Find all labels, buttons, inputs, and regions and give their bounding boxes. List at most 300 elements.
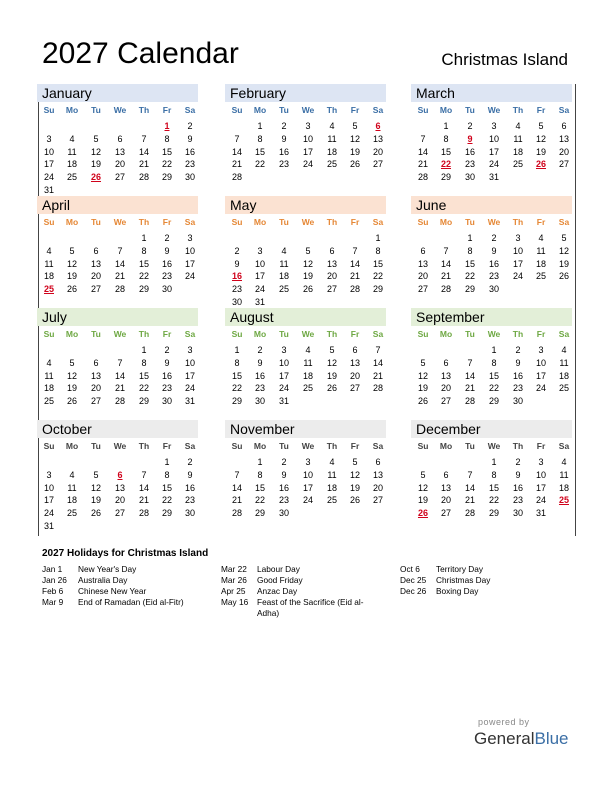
weekday-label: Th xyxy=(326,105,338,115)
day-cell: 1 xyxy=(467,233,473,243)
day-cell: 8 xyxy=(164,133,170,144)
holiday-name: New Year's Day xyxy=(78,564,137,574)
holiday-item xyxy=(42,586,212,597)
day-cell: 18 xyxy=(512,146,523,157)
day-cell: 9 xyxy=(164,245,170,256)
day-cell: 15 xyxy=(254,146,265,157)
day-cell: 7 xyxy=(141,469,147,480)
day-cell: 12 xyxy=(66,258,77,269)
day-cell: 19 xyxy=(326,370,337,381)
day-cell: 4 xyxy=(69,469,75,480)
day-cell: 8 xyxy=(375,245,381,256)
day-cell: 12 xyxy=(90,146,101,157)
day-cell: 19 xyxy=(558,258,569,269)
day-cell: 24 xyxy=(278,383,289,394)
weekday-label: Tu xyxy=(465,105,475,115)
day-cell: 17 xyxy=(184,258,195,269)
day-cell: 17 xyxy=(535,370,546,381)
weekday-label: Th xyxy=(512,329,524,339)
day-cell: 28 xyxy=(349,284,360,295)
weekday-label: Fr xyxy=(350,441,360,451)
day-cell: 18 xyxy=(43,271,54,282)
day-cell: 21 xyxy=(372,370,383,381)
day-cell: 7 xyxy=(117,357,123,368)
day-cell: 20 xyxy=(114,495,125,506)
day-cell: 8 xyxy=(467,245,473,256)
weekday-label: Tu xyxy=(91,105,101,115)
day-cell: 1 xyxy=(491,345,497,355)
day-cell: 2 xyxy=(515,457,521,467)
weekday-label: Th xyxy=(326,329,338,339)
day-cell: 15 xyxy=(161,146,172,157)
day-cell: 5 xyxy=(69,245,75,256)
day-cell: 6 xyxy=(443,357,449,368)
day-cell: 6 xyxy=(561,121,567,131)
day-cell: 3 xyxy=(46,133,52,144)
day-cell: 27 xyxy=(349,383,360,394)
day-cell: 1 xyxy=(164,457,170,467)
day-cell: 9 xyxy=(281,133,287,144)
day-cell: 25 xyxy=(326,159,337,170)
day-cell: 16 xyxy=(488,258,499,269)
weekday-label: Mo xyxy=(65,329,79,339)
day-cell: 28 xyxy=(440,284,451,295)
weekday-label: Tu xyxy=(465,329,475,339)
day-cell: 29 xyxy=(488,396,499,407)
day-cell: 18 xyxy=(278,271,289,282)
holiday-column xyxy=(42,564,212,608)
holiday-date-label: Dec 26 xyxy=(400,586,427,596)
weekday-label: Su xyxy=(231,217,243,227)
day-cell: 21 xyxy=(464,383,475,394)
holiday-date: 6 xyxy=(375,121,381,131)
day-cell: 29 xyxy=(161,508,172,519)
day-cell: 5 xyxy=(352,121,358,131)
weekday-label: Su xyxy=(43,441,55,451)
weekday-label: Mo xyxy=(65,105,79,115)
day-cell: 19 xyxy=(66,271,77,282)
day-cell: 17 xyxy=(302,146,313,157)
day-cell: 3 xyxy=(305,457,311,467)
day-cell: 30 xyxy=(512,508,523,519)
day-cell: 27 xyxy=(440,508,451,519)
month-july xyxy=(39,308,198,416)
weekday-label: We xyxy=(487,217,501,227)
holiday-name: Territory Day xyxy=(436,564,484,574)
day-cell: 10 xyxy=(488,133,499,144)
day-cell: 31 xyxy=(278,396,289,407)
day-cell: 16 xyxy=(512,482,523,493)
day-cell: 5 xyxy=(420,469,426,480)
day-cell: 6 xyxy=(443,469,449,480)
day-cell: 12 xyxy=(302,258,313,269)
day-cell: 22 xyxy=(372,271,383,282)
day-cell: 5 xyxy=(93,133,99,144)
weekday-label: Fr xyxy=(350,217,360,227)
day-cell: 4 xyxy=(538,233,544,243)
day-cell: 14 xyxy=(231,482,242,493)
day-cell: 13 xyxy=(440,482,451,493)
weekday-label: Su xyxy=(417,105,429,115)
day-cell: 30 xyxy=(184,172,195,183)
day-cell: 23 xyxy=(464,159,475,170)
day-cell: 31 xyxy=(184,396,195,407)
holiday-name: Anzac Day xyxy=(257,586,298,596)
day-cell: 12 xyxy=(66,370,77,381)
day-cell: 28 xyxy=(231,508,242,519)
day-cell: 3 xyxy=(187,345,193,355)
day-cell: 22 xyxy=(161,495,172,506)
day-cell: 18 xyxy=(558,482,569,493)
weekday-label: Su xyxy=(417,217,429,227)
month-may xyxy=(227,196,386,307)
weekday-label: Sa xyxy=(184,441,196,451)
month-name: August xyxy=(230,309,274,325)
weekday-label: Su xyxy=(43,217,55,227)
weekday-label: Mo xyxy=(253,217,267,227)
month-name: July xyxy=(42,309,67,325)
day-cell: 28 xyxy=(464,508,475,519)
day-cell: 8 xyxy=(164,469,170,480)
day-cell: 13 xyxy=(372,469,383,480)
month-name: May xyxy=(230,197,257,213)
holiday-item xyxy=(42,597,212,608)
day-cell: 29 xyxy=(372,284,383,295)
day-cell: 5 xyxy=(352,457,358,467)
day-cell: 26 xyxy=(90,508,101,519)
day-cell: 16 xyxy=(184,482,195,493)
day-cell: 9 xyxy=(491,245,497,256)
day-cell: 27 xyxy=(326,284,337,295)
weekday-label: Th xyxy=(138,217,150,227)
holiday-date-label: Jan 26 xyxy=(42,575,67,585)
weekday-label: Mo xyxy=(65,441,79,451)
day-cell: 17 xyxy=(278,370,289,381)
month-name: January xyxy=(42,85,92,101)
holiday-name: Australia Day xyxy=(78,575,128,585)
day-cell: 24 xyxy=(302,159,313,170)
month-header xyxy=(225,308,386,326)
day-cell: 4 xyxy=(329,121,335,131)
weekday-label: Sa xyxy=(558,217,570,227)
month-header xyxy=(37,84,198,102)
day-cell: 14 xyxy=(464,482,475,493)
month-header xyxy=(225,196,386,214)
weekday-label: We xyxy=(301,329,315,339)
day-cell: 12 xyxy=(535,133,546,144)
day-cell: 23 xyxy=(184,159,195,170)
weekday-label: Su xyxy=(43,105,55,115)
day-cell: 11 xyxy=(67,146,77,157)
day-cell: 19 xyxy=(535,146,546,157)
weekday-label: Th xyxy=(138,329,150,339)
weekday-label: Mo xyxy=(253,105,267,115)
holiday-item xyxy=(42,564,212,575)
day-cell: 23 xyxy=(278,159,289,170)
weekday-label: Th xyxy=(512,217,524,227)
weekday-label: Sa xyxy=(184,217,196,227)
day-cell: 1 xyxy=(257,121,263,131)
weekday-label: Tu xyxy=(91,441,101,451)
day-cell: 20 xyxy=(372,482,383,493)
month-name: November xyxy=(230,421,295,437)
day-cell: 2 xyxy=(164,345,170,355)
holiday-item xyxy=(400,586,570,597)
day-cell: 30 xyxy=(184,508,195,519)
calendar-grid xyxy=(38,84,576,536)
holiday-date: 22 xyxy=(440,159,451,170)
day-cell: 17 xyxy=(535,482,546,493)
day-cell: 22 xyxy=(488,495,499,506)
day-cell: 19 xyxy=(66,383,77,394)
weekday-label: Sa xyxy=(372,217,384,227)
day-cell: 26 xyxy=(349,159,360,170)
day-cell: 28 xyxy=(114,396,125,407)
month-february xyxy=(227,84,386,192)
day-cell: 20 xyxy=(326,271,337,282)
day-cell: 8 xyxy=(491,469,497,480)
day-cell: 9 xyxy=(187,469,193,480)
day-cell: 3 xyxy=(46,469,52,480)
day-cell: 16 xyxy=(512,370,523,381)
day-cell: 6 xyxy=(93,357,99,368)
weekday-label: Mo xyxy=(65,217,79,227)
country-name: Christmas Island xyxy=(441,50,568,69)
holiday-date: 16 xyxy=(231,271,242,282)
day-cell: 4 xyxy=(305,345,311,355)
weekday-label: Su xyxy=(231,329,243,339)
holiday-item xyxy=(42,575,212,586)
weekday-label: Th xyxy=(138,105,150,115)
weekday-label: Tu xyxy=(279,329,289,339)
holiday-date: 9 xyxy=(467,133,473,144)
day-cell: 18 xyxy=(535,258,546,269)
day-cell: 30 xyxy=(254,396,265,407)
day-cell: 19 xyxy=(417,495,428,506)
holiday-column xyxy=(221,564,391,619)
weekday-label: Su xyxy=(417,441,429,451)
day-cell: 3 xyxy=(257,245,263,256)
day-cell: 29 xyxy=(440,172,451,183)
weekday-label: Fr xyxy=(536,105,546,115)
day-cell: 2 xyxy=(281,457,287,467)
day-cell: 7 xyxy=(352,245,358,256)
day-cell: 10 xyxy=(184,245,195,256)
day-cell: 22 xyxy=(138,383,149,394)
day-cell: 2 xyxy=(515,345,521,355)
day-cell: 28 xyxy=(138,508,149,519)
month-name: March xyxy=(416,85,455,101)
day-cell: 12 xyxy=(349,469,360,480)
day-cell: 19 xyxy=(417,383,428,394)
holiday-name: Christmas Day xyxy=(436,575,491,585)
day-cell: 4 xyxy=(329,457,335,467)
holiday-date-label: Oct 6 xyxy=(400,564,420,574)
day-cell: 2 xyxy=(187,457,193,467)
day-cell: 24 xyxy=(535,495,546,506)
day-cell: 24 xyxy=(43,508,54,519)
day-cell: 1 xyxy=(491,457,497,467)
weekday-label: Fr xyxy=(162,105,172,115)
day-cell: 5 xyxy=(420,357,426,368)
day-cell: 7 xyxy=(141,133,147,144)
day-cell: 6 xyxy=(93,245,99,256)
month-september xyxy=(413,308,572,416)
day-cell: 2 xyxy=(281,121,287,131)
day-cell: 22 xyxy=(231,383,242,394)
day-cell: 18 xyxy=(326,146,337,157)
day-cell: 26 xyxy=(349,495,360,506)
day-cell: 1 xyxy=(257,457,263,467)
day-cell: 24 xyxy=(43,172,54,183)
day-cell: 18 xyxy=(43,383,54,394)
weekday-label: Th xyxy=(138,441,150,451)
day-cell: 2 xyxy=(164,233,170,243)
month-october xyxy=(39,420,198,531)
day-cell: 13 xyxy=(114,146,125,157)
generalblue-logo[interactable] xyxy=(474,729,569,749)
day-cell: 30 xyxy=(488,284,499,295)
day-cell: 23 xyxy=(231,284,242,295)
day-cell: 6 xyxy=(329,245,335,256)
day-cell: 20 xyxy=(90,383,101,394)
weekday-label: Tu xyxy=(279,217,289,227)
day-cell: 24 xyxy=(488,159,499,170)
day-cell: 19 xyxy=(349,146,360,157)
day-cell: 25 xyxy=(66,508,77,519)
day-cell: 25 xyxy=(278,284,289,295)
day-cell: 25 xyxy=(43,396,54,407)
weekday-label: We xyxy=(301,217,315,227)
day-cell: 26 xyxy=(66,396,77,407)
weekday-label: Fr xyxy=(536,441,546,451)
holiday-name: Good Friday xyxy=(257,575,303,585)
day-cell: 23 xyxy=(512,383,523,394)
day-cell: 3 xyxy=(491,121,497,131)
day-cell: 28 xyxy=(231,172,242,183)
day-cell: 8 xyxy=(443,133,449,144)
day-cell: 7 xyxy=(234,469,240,480)
page-title: 2027 Calendar xyxy=(42,37,239,70)
holiday-name: End of Ramadan (Eid al-Fitr) xyxy=(78,597,184,607)
weekday-label: Sa xyxy=(558,441,570,451)
day-cell: 12 xyxy=(558,245,569,256)
day-cell: 11 xyxy=(279,258,289,269)
holiday-name: Labour Day xyxy=(257,564,300,574)
day-cell: 12 xyxy=(349,133,360,144)
day-cell: 10 xyxy=(278,357,289,368)
day-cell: 31 xyxy=(488,172,499,183)
day-cell: 6 xyxy=(352,345,358,355)
day-cell: 31 xyxy=(43,521,54,531)
day-cell: 23 xyxy=(512,495,523,506)
day-cell: 24 xyxy=(512,271,523,282)
weekday-label: Tu xyxy=(91,329,101,339)
day-cell: 25 xyxy=(302,383,313,394)
day-cell: 4 xyxy=(281,245,287,256)
month-april xyxy=(39,196,198,304)
day-cell: 17 xyxy=(184,370,195,381)
weekday-label: We xyxy=(113,441,127,451)
day-cell: 29 xyxy=(138,396,149,407)
day-cell: 28 xyxy=(417,172,428,183)
month-header xyxy=(225,420,386,438)
weekday-label: Su xyxy=(417,329,429,339)
day-cell: 18 xyxy=(302,370,313,381)
holiday-date-label: Apr 25 xyxy=(221,586,246,596)
month-january xyxy=(39,84,198,195)
day-cell: 20 xyxy=(417,271,428,282)
month-november xyxy=(227,420,386,528)
weekday-label: Mo xyxy=(439,329,453,339)
day-cell: 19 xyxy=(349,482,360,493)
day-cell: 8 xyxy=(257,469,263,480)
day-cell: 9 xyxy=(281,469,287,480)
day-cell: 11 xyxy=(303,357,313,368)
day-cell: 14 xyxy=(114,258,125,269)
day-cell: 1 xyxy=(141,345,147,355)
day-cell: 2 xyxy=(491,233,497,243)
day-cell: 20 xyxy=(372,146,383,157)
day-cell: 29 xyxy=(161,172,172,183)
day-cell: 9 xyxy=(187,133,193,144)
day-cell: 17 xyxy=(43,159,54,170)
day-cell: 11 xyxy=(559,357,569,368)
day-cell: 20 xyxy=(349,370,360,381)
weekday-label: Fr xyxy=(350,329,360,339)
day-cell: 20 xyxy=(558,146,569,157)
day-cell: 30 xyxy=(464,172,475,183)
powered-by-text: powered by xyxy=(478,717,530,727)
day-cell: 30 xyxy=(231,297,242,307)
day-cell: 4 xyxy=(515,121,521,131)
day-cell: 27 xyxy=(90,284,101,295)
day-cell: 11 xyxy=(327,133,337,144)
month-name: February xyxy=(230,85,287,101)
day-cell: 4 xyxy=(561,345,567,355)
day-cell: 28 xyxy=(372,383,383,394)
month-march xyxy=(413,84,572,192)
day-cell: 11 xyxy=(67,482,77,493)
day-cell: 14 xyxy=(372,357,383,368)
day-cell: 15 xyxy=(231,370,242,381)
day-cell: 27 xyxy=(372,159,383,170)
day-cell: 3 xyxy=(187,233,193,243)
day-cell: 16 xyxy=(464,146,475,157)
day-cell: 26 xyxy=(326,383,337,394)
month-name: June xyxy=(416,197,447,213)
month-june xyxy=(413,196,572,304)
weekday-label: Su xyxy=(43,329,55,339)
day-cell: 22 xyxy=(254,159,265,170)
day-cell: 9 xyxy=(515,469,521,480)
day-cell: 17 xyxy=(43,495,54,506)
day-cell: 7 xyxy=(420,133,426,144)
day-cell: 5 xyxy=(561,233,567,243)
day-cell: 25 xyxy=(535,271,546,282)
day-cell: 28 xyxy=(464,396,475,407)
month-header xyxy=(37,308,198,326)
day-cell: 13 xyxy=(326,258,337,269)
weekday-label: Sa xyxy=(372,329,384,339)
day-cell: 17 xyxy=(302,482,313,493)
day-cell: 10 xyxy=(254,258,265,269)
day-cell: 30 xyxy=(161,284,172,295)
day-cell: 25 xyxy=(512,159,523,170)
day-cell: 14 xyxy=(138,146,149,157)
day-cell: 12 xyxy=(90,482,101,493)
holiday-name: Feast of the Sacrifice (Eid al-Adha) xyxy=(257,597,364,618)
